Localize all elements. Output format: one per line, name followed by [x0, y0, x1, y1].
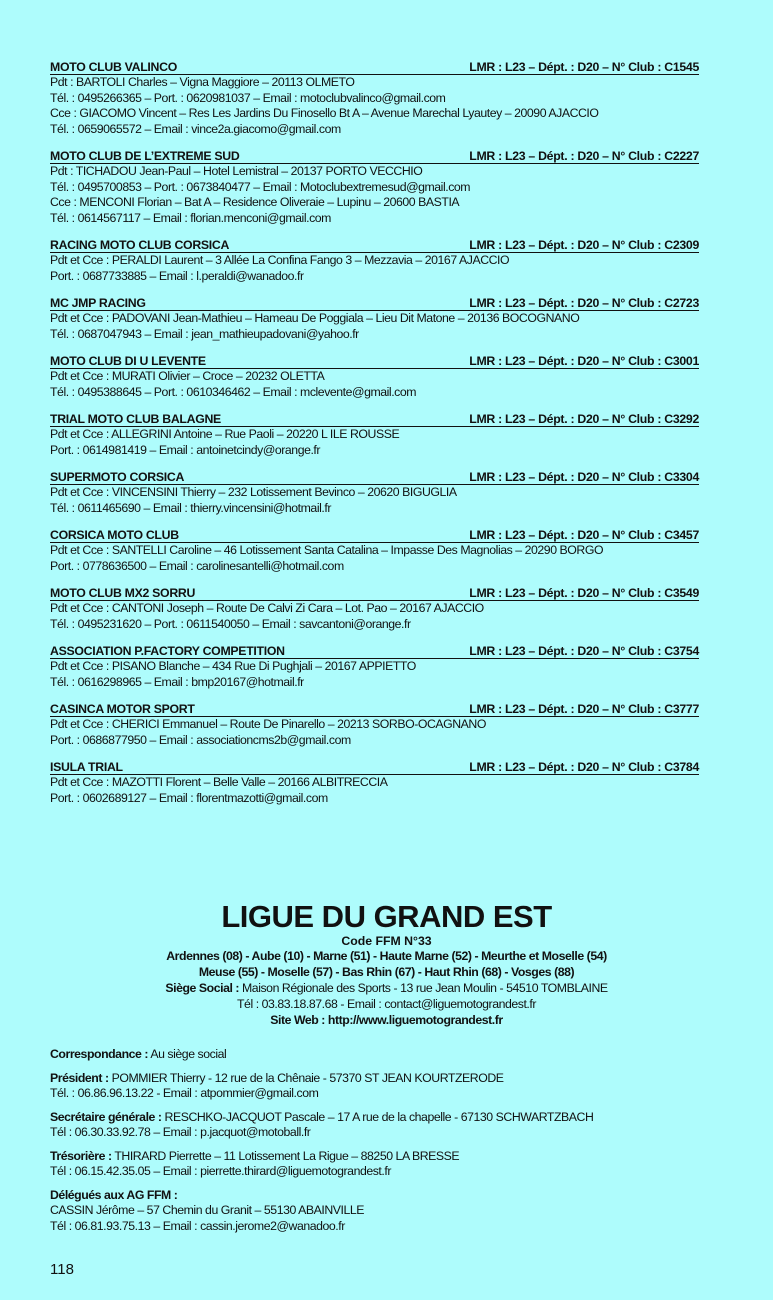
- club-line: Pdt et Cce : PERALDI Laurent – 3 Allée La Confina Fango 3 – Mezzavia – 20167 AJACCIO: [50, 253, 510, 267]
- club-line: Pdt et Cce : VINCENSINI Thierry – 232 Lotissement Bevinco – 20620 BIGUGLIA: [50, 485, 457, 499]
- ligue-code: Code FFM N°33: [341, 934, 432, 948]
- club-line: Port. : 0614981419 – Email : antoinetcindy@orange.fr: [50, 442, 321, 457]
- club-line: Pdt et Cce : PADOVANI Jean-Mathieu – Hameau De Poggiala – Lieu Dit Matone – 20136 BOCOGNANO: [50, 311, 580, 325]
- club-name: MOTO CLUB DI U LEVENTE: [50, 354, 206, 368]
- contact-tresoriere: [50, 1149, 710, 1180]
- contact-value: Au siège social: [150, 1047, 227, 1061]
- ligue-siege: [0, 980, 773, 996]
- club-name: MOTO CLUB DE L’EXTREME SUD: [50, 149, 240, 163]
- club-entry: [50, 586, 699, 632]
- club-code: LMR : L23 – Dépt. : D20 – N° Club : C1545: [469, 60, 699, 74]
- club-line: Tél. : 0495231620 – Port. : 0611540050 – Email : savcantoni@orange.fr: [50, 616, 411, 631]
- contact-delegues: [50, 1188, 710, 1235]
- club-name: CORSICA MOTO CLUB: [50, 528, 179, 542]
- contact-label: Secrétaire générale :: [50, 1109, 162, 1124]
- club-entry: [50, 644, 699, 690]
- club-name: ISULA TRIAL: [50, 760, 123, 774]
- club-code: LMR : L23 – Dépt. : D20 – N° Club : C3292: [469, 412, 699, 426]
- contact-president: [50, 1071, 710, 1102]
- contact-correspondance: [50, 1047, 710, 1063]
- club-entry: [50, 60, 699, 137]
- club-entry: [50, 238, 699, 284]
- contact-label: Délégués aux AG FFM :: [50, 1187, 178, 1202]
- club-code: LMR : L23 – Dépt. : D20 – N° Club : C3304: [469, 470, 699, 484]
- club-list: [50, 60, 699, 818]
- club-line: Tél. : 0616298965 – Email : bmp20167@hotmail.fr: [50, 674, 304, 689]
- club-name: MC JMP RACING: [50, 296, 146, 310]
- club-line: Pdt et Cce : CHERICI Emmanuel – Route De Pinarello – 20213 SORBO-OCAGNANO: [50, 717, 486, 731]
- contact-secretaire: [50, 1110, 710, 1141]
- ligue-departments-2: Meuse (55) - Moselle (57) - Bas Rhin (67) - Haut Rhin (68) - Vosges (88): [198, 965, 575, 979]
- club-line: Pdt : BARTOLI Charles – Vigna Maggiore – 20113 OLMETO: [50, 75, 355, 89]
- club-name: MOTO CLUB VALINCO: [50, 60, 177, 74]
- contact-value: POMMIER Thierry - 12 rue de la Chênaie - 57370 ST JEAN KOURTZERODE: [111, 1070, 504, 1085]
- club-line: Tél. : 0611465690 – Email : thierry.vincensini@hotmail.fr: [50, 500, 331, 515]
- club-line: Pdt et Cce : MURATI Olivier – Croce – 20232 OLETTA: [50, 369, 325, 383]
- club-line: Pdt et Cce : SANTELLI Caroline – 46 Lotissement Santa Catalina – Impasse Des Magnolias – 20290 BORGO: [50, 543, 604, 557]
- club-line: Pdt et Cce : PISANO Blanche – 434 Rue Di Pughjali – 20167 APPIETTO: [50, 659, 416, 673]
- contact-line: Tél : 06.81.93.75.13 – Email : cassin.jerome2@wanadoo.fr: [50, 1218, 345, 1233]
- club-entry: [50, 470, 699, 516]
- contact-label: Correspondance :: [50, 1047, 149, 1061]
- ligue-tel: Tél : 03.83.18.87.68 - Email : contact@liguemotograndest.fr: [237, 997, 536, 1011]
- club-line: Pdt et Cce : MAZOTTI Florent – Belle Valle – 20166 ALBITRECCIA: [50, 775, 388, 789]
- club-name: CASINCA MOTOR SPORT: [50, 702, 195, 716]
- club-code: LMR : L23 – Dépt. : D20 – N° Club : C3001: [469, 354, 699, 368]
- club-entry: [50, 412, 699, 458]
- siege-value: Maison Régionale des Sports - 13 rue Jean Moulin - 54510 TOMBLAINE: [242, 981, 608, 995]
- contact-label: Président :: [50, 1070, 109, 1085]
- contact-line: Tél. : 06.86.96.13.22 - Email : atpommier@gmail.com: [50, 1086, 319, 1100]
- club-line: Port. : 0602689127 – Email : florentmazotti@gmail.com: [50, 790, 328, 805]
- contact-value: RESCHKO-JACQUOT Pascale – 17 A rue de la chapelle - 67130 SCHWARTZBACH: [164, 1109, 594, 1124]
- club-line: Pdt : TICHADOU Jean-Paul – Hotel Lemistral – 20137 PORTO VECCHIO: [50, 164, 423, 178]
- club-code: LMR : L23 – Dépt. : D20 – N° Club : C3754: [469, 644, 699, 658]
- club-name: SUPERMOTO CORSICA: [50, 470, 185, 484]
- club-entry: [50, 354, 699, 400]
- club-name: MOTO CLUB MX2 SORRU: [50, 586, 196, 600]
- ligue-site: Site Web : http://www.liguemotograndest.fr: [270, 1013, 503, 1027]
- contact-line: CASSIN Jérôme – 57 Chemin du Granit – 55130 ABAINVILLE: [50, 1203, 365, 1217]
- club-entry: [50, 149, 699, 226]
- club-line: Port. : 0687733885 – Email : l.peraldi@wanadoo.fr: [50, 268, 304, 283]
- ligue-header: [0, 900, 773, 1028]
- ligue-departments-1: Ardennes (08) - Aube (10) - Marne (51) - Haute Marne (52) - Meurthe et Moselle (54): [166, 949, 607, 963]
- contact-list: [50, 1047, 710, 1242]
- siege-label: Siège Social :: [165, 981, 240, 995]
- contact-line: Tél : 06.15.42.35.05 – Email : pierrette.thirard@liguemotograndest.fr: [50, 1164, 391, 1178]
- club-line: Cce : GIACOMO Vincent – Res Les Jardins Du Finosello Bt A – Avenue Marechal Lyautey – 20090 AJACCIO: [50, 106, 599, 120]
- club-entry: [50, 702, 699, 748]
- club-entry: [50, 296, 699, 342]
- club-code: LMR : L23 – Dépt. : D20 – N° Club : C3777: [469, 702, 699, 716]
- club-code: LMR : L23 – Dépt. : D20 – N° Club : C2227: [469, 149, 699, 163]
- club-line: Tél. : 0687047943 – Email : jean_mathieupadovani@yahoo.fr: [50, 326, 359, 341]
- club-line: Tél. : 0495388645 – Port. : 0610346462 – Email : mclevente@gmail.com: [50, 384, 417, 399]
- club-line: Tél. : 0495266365 – Port. : 0620981037 – Email : motoclubvalinco@gmail.com: [50, 90, 446, 105]
- club-code: LMR : L23 – Dépt. : D20 – N° Club : C3549: [469, 586, 699, 600]
- contact-value: THIRARD Pierrette – 11 Lotissement La Rigue – 88250 LA BRESSE: [114, 1148, 460, 1163]
- club-code: LMR : L23 – Dépt. : D20 – N° Club : C3784: [469, 760, 699, 774]
- club-code: LMR : L23 – Dépt. : D20 – N° Club : C2309: [469, 238, 699, 252]
- club-code: LMR : L23 – Dépt. : D20 – N° Club : C3457: [469, 528, 699, 542]
- club-line: Port. : 0778636500 – Email : carolinesantelli@hotmail.com: [50, 558, 344, 573]
- club-name: TRIAL MOTO CLUB BALAGNE: [50, 412, 221, 426]
- page-number: 118: [50, 1261, 74, 1278]
- club-line: Cce : MENCONI Florian – Bat A – Residence Oliveraie – Lupinu – 20600 BASTIA: [50, 195, 460, 209]
- contact-label: Trésorière :: [50, 1148, 112, 1163]
- contact-line: Tél : 06.30.33.92.78 – Email : p.jacquot@motoball.fr: [50, 1125, 311, 1139]
- club-line: Pdt et Cce : ALLEGRINI Antoine – Rue Paoli – 20220 L ILE ROUSSE: [50, 427, 400, 441]
- club-name: ASSOCIATION P.FACTORY COMPETITION: [50, 644, 285, 658]
- club-line: Pdt et Cce : CANTONI Joseph – Route De Calvi Zi Cara – Lot. Pao – 20167 AJACCIO: [50, 601, 484, 615]
- club-name: RACING MOTO CLUB CORSICA: [50, 238, 230, 252]
- club-entry: [50, 760, 699, 806]
- club-line: Tél. : 0495700853 – Port. : 0673840477 – Email : Motoclubextremesud@gmail.com: [50, 179, 471, 194]
- ligue-title: LIGUE DU GRAND EST: [221, 899, 552, 934]
- club-line: Port. : 0686877950 – Email : associationcms2b@gmail.com: [50, 732, 351, 747]
- club-line: Tél. : 0659065572 – Email : vince2a.giacomo@gmail.com: [50, 121, 341, 136]
- club-code: LMR : L23 – Dépt. : D20 – N° Club : C2723: [469, 296, 699, 310]
- club-entry: [50, 528, 699, 574]
- club-line: Tél. : 0614567117 – Email : florian.menconi@gmail.com: [50, 210, 331, 225]
